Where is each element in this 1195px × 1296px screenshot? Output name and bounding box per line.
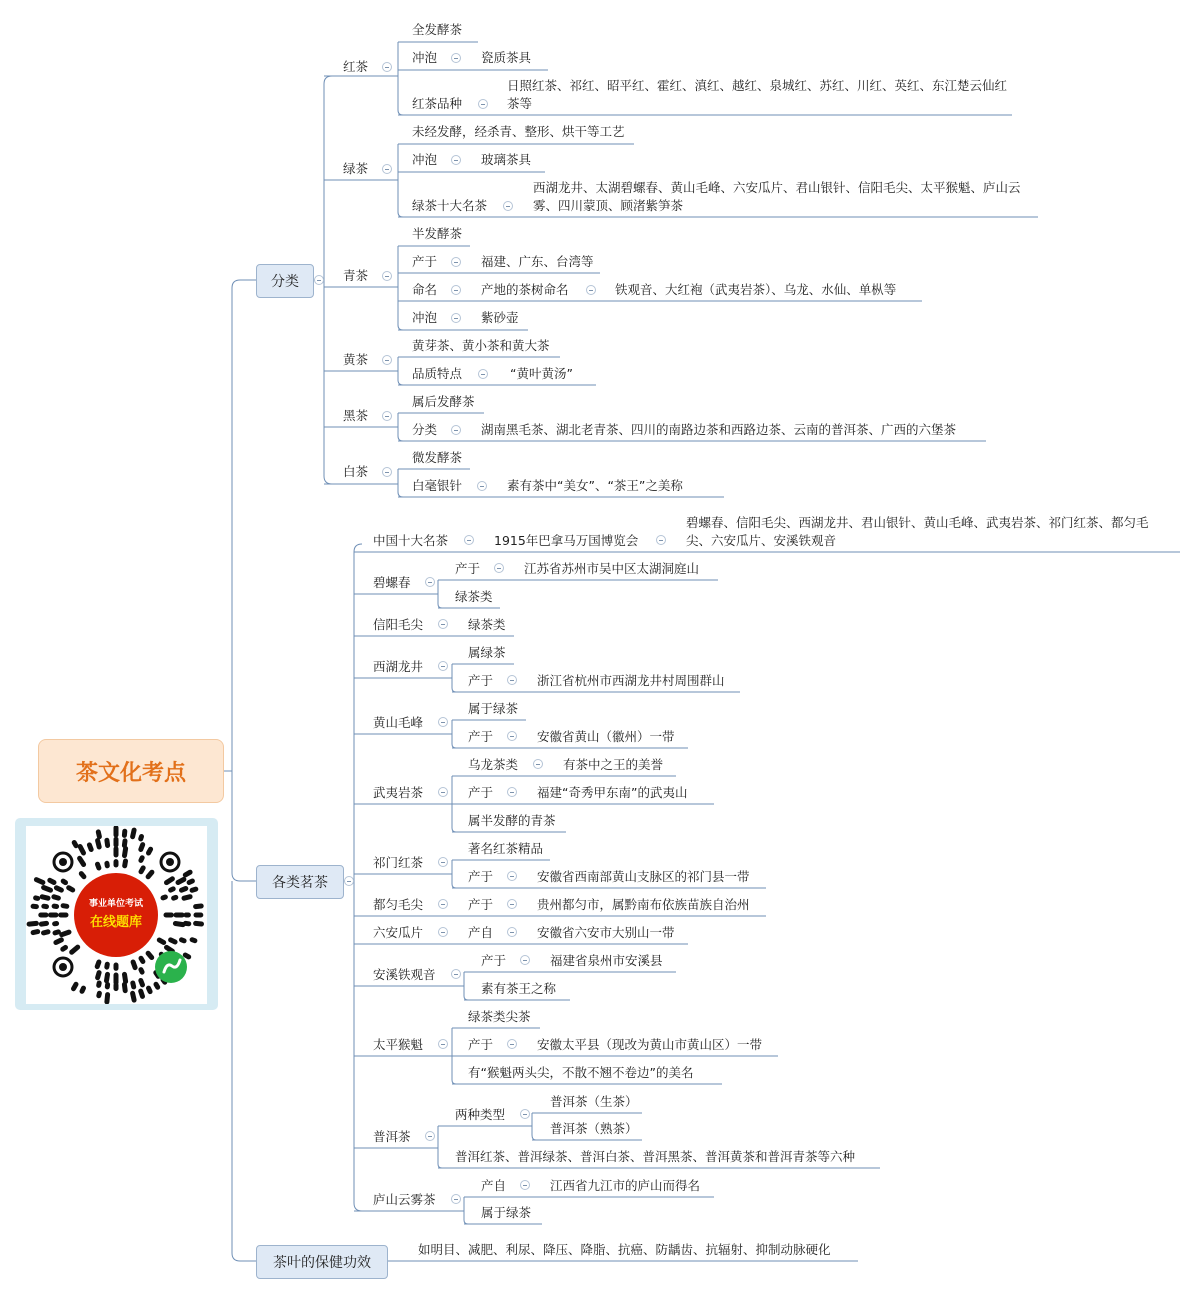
collapse-icon[interactable]	[507, 871, 517, 881]
qr-stroke	[148, 953, 152, 957]
node-biluochun-type[interactable]: 绿茶类	[455, 589, 493, 604]
collapse-icon[interactable]	[382, 411, 392, 421]
node-green-tea-brew[interactable]: 冲泡	[412, 152, 438, 167]
node-oolong-naming-value[interactable]: 产地的茶树命名	[481, 282, 569, 297]
node-puer[interactable]: 普洱茶	[373, 1129, 411, 1144]
qr-stroke	[171, 940, 176, 942]
qr-stroke	[125, 861, 126, 866]
qr-stroke	[63, 906, 67, 907]
node-green-tea-brew-value[interactable]: 玻璃茶具	[481, 152, 532, 167]
qr-stroke	[178, 879, 184, 882]
node-green-tea-process[interactable]: 未经发酵，经杀青、整形、烘干等工艺	[412, 124, 625, 139]
node-white-tea[interactable]: 白茶	[343, 464, 369, 479]
node-black-tea-fermentation[interactable]: 全发酵茶	[412, 22, 463, 37]
collapse-icon[interactable]	[494, 563, 504, 573]
node-xinyang[interactable]: 信阳毛尖	[373, 617, 424, 632]
node-green-tea-top10-value[interactable]: 西湖龙井、太湖碧螺春、黄山毛峰、六安瓜片、君山银针、信阳毛尖、太平猴魁、庐山云雾、四川蒙顶、顾渚紫笋茶	[533, 180, 1021, 213]
node-lushan[interactable]: 庐山云雾茶	[373, 1192, 436, 1207]
node-black-tea-brew-value[interactable]: 瓷质茶具	[481, 50, 532, 65]
collapse-icon[interactable]	[425, 1131, 435, 1141]
node-puer-ripe[interactable]: 普洱茶（熟茶）	[550, 1121, 638, 1136]
qr-stroke	[167, 879, 173, 883]
node-biluochun-origin[interactable]: 产于	[455, 561, 481, 576]
node-keemun-fame[interactable]: 著名红茶精品	[468, 841, 544, 856]
collapse-icon[interactable]	[382, 62, 392, 72]
node-yellow-quality-value[interactable]: “黄叶黄汤”	[510, 366, 573, 381]
qr-stroke	[141, 837, 142, 839]
qr-stroke	[72, 947, 78, 952]
branch-classification[interactable]: 分类	[256, 264, 314, 298]
node-yellow-types[interactable]: 黄芽茶、黄小茶和黄大茶	[412, 338, 550, 353]
qr-stroke	[98, 864, 99, 868]
root-topic[interactable]: 茶文化考点	[38, 739, 224, 803]
node-top10-teas[interactable]: 中国十大名茶	[373, 533, 449, 548]
node-wuyi-type-value[interactable]: 有茶中之王的美誉	[563, 757, 664, 772]
qr-stroke	[50, 880, 54, 882]
qr-stroke	[125, 849, 126, 856]
qr-stroke	[133, 830, 135, 837]
node-black-tea-varieties[interactable]: 红茶品种	[412, 96, 463, 111]
node-houkui[interactable]: 太平猴魁	[373, 1037, 424, 1052]
qr-stroke	[33, 932, 38, 933]
node-houkui-origin-value[interactable]: 安徽太平县（现改为黄山市黄山区）一带	[537, 1037, 763, 1052]
qr-stroke	[56, 940, 62, 943]
collapse-icon[interactable]	[438, 927, 448, 937]
qr-stroke	[63, 947, 66, 949]
qr-stroke	[62, 932, 69, 935]
qr-stroke	[171, 889, 174, 890]
collapse-icon[interactable]	[464, 535, 474, 545]
collapse-icon[interactable]	[507, 927, 517, 937]
qr-stroke	[124, 841, 125, 846]
collapse-icon[interactable]	[451, 53, 461, 63]
qr-stroke	[185, 872, 190, 875]
collapse-icon[interactable]	[451, 969, 461, 979]
qr-stroke	[99, 983, 100, 985]
qr-stroke	[44, 888, 51, 891]
node-biluochun[interactable]: 碧螺春	[373, 575, 411, 590]
node-lushan-origin[interactable]: 产自	[481, 1178, 507, 1193]
qr-stroke	[133, 993, 135, 1000]
collapse-icon[interactable]	[382, 467, 392, 477]
qr-stroke	[133, 962, 135, 968]
collapse-icon[interactable]	[451, 285, 461, 295]
qr-stroke	[54, 897, 59, 898]
mini-program-code[interactable]	[26, 826, 207, 1004]
qr-stroke	[98, 973, 100, 978]
qr-badge-line2: 在线题库	[89, 914, 143, 929]
qr-stroke	[36, 898, 38, 899]
node-luan[interactable]: 六安瓜片	[373, 925, 424, 940]
node-black-tea[interactable]: 红茶	[343, 59, 369, 74]
qr-stroke	[133, 983, 134, 987]
collapse-icon[interactable]	[507, 1039, 517, 1049]
node-longjing[interactable]: 西湖龙井	[373, 659, 424, 674]
qr-stroke	[29, 923, 36, 924]
collapse-icon[interactable]	[520, 955, 530, 965]
qr-stroke	[42, 897, 48, 898]
node-white-fermentation[interactable]: 微发酵茶	[412, 450, 463, 465]
node-maofeng-type[interactable]: 属于绿茶	[468, 701, 519, 716]
qr-stroke	[167, 947, 173, 951]
node-black-tea-varieties-value[interactable]: 日照红茶、祁红、昭平红、霍红、滇红、越红、泉城红、苏红、川红、英红、东江楚云仙红茶等	[507, 78, 1008, 111]
node-longjing-origin-value[interactable]: 浙江省杭州市西湖龙井村周围群山	[537, 673, 725, 688]
node-houkui-fame[interactable]: 有“猴魁两头尖，不散不翘不卷边”的美名	[468, 1065, 694, 1080]
qr-stroke	[107, 964, 108, 967]
qr-stroke	[107, 840, 108, 845]
collapse-icon[interactable]	[451, 257, 461, 267]
qr-stroke	[163, 897, 165, 898]
collapse-icon[interactable]	[438, 857, 448, 867]
node-tieguanyin[interactable]: 安溪铁观音	[373, 967, 436, 982]
node-dark-class[interactable]: 分类	[412, 422, 438, 437]
collapse-icon[interactable]	[503, 201, 513, 211]
node-longjing-type[interactable]: 属绿茶	[468, 645, 506, 660]
node-longjing-origin[interactable]: 产于	[468, 673, 494, 688]
node-white-needle[interactable]: 白毫银针	[412, 478, 463, 493]
node-lushan-origin-value[interactable]: 江西省九江市的庐山而得名	[550, 1178, 701, 1193]
collapse-icon[interactable]	[438, 661, 448, 671]
node-dark-class-value[interactable]: 湖南黑毛茶、湖北老青茶、四川的南路边茶和西路边茶、云南的普洱茶、广西的六堡茶	[481, 422, 957, 437]
qr-stroke	[159, 940, 163, 943]
node-maofeng-origin-value[interactable]: 安徽省黄山（徽州）一带	[537, 729, 675, 744]
node-wuyi[interactable]: 武夷岩茶	[373, 785, 424, 800]
collapse-icon[interactable]	[314, 275, 324, 285]
node-oolong-brew-value[interactable]: 紫砂壶	[481, 310, 519, 325]
node-oolong-naming[interactable]: 命名	[412, 282, 438, 297]
qr-stroke	[80, 847, 83, 854]
node-white-needle-value[interactable]: 素有茶中“美女”、“茶王”之美称	[507, 478, 683, 493]
node-luan-origin[interactable]: 产自	[468, 925, 494, 940]
node-maofeng[interactable]: 黄山毛峰	[373, 715, 424, 730]
qr-stroke	[141, 981, 143, 985]
qr-stroke	[141, 958, 143, 961]
qr-stroke	[63, 881, 65, 883]
qr-stroke	[74, 984, 77, 988]
qr-stroke	[69, 888, 73, 890]
node-top10-expo[interactable]: 1915年巴拿马万国博览会	[494, 533, 639, 548]
node-green-tea-top10[interactable]: 绿茶十大名茶	[412, 198, 488, 213]
collapse-icon[interactable]	[451, 155, 461, 165]
node-oolong-tea[interactable]: 青茶	[343, 268, 369, 283]
node-biluochun-origin-value[interactable]: 江苏省苏州市吴中区太湖洞庭山	[524, 561, 700, 576]
collapse-icon[interactable]	[451, 425, 461, 435]
collapse-icon[interactable]	[438, 1039, 448, 1049]
node-tieguanyin-origin[interactable]: 产于	[481, 953, 507, 968]
qr-stroke	[56, 888, 61, 890]
qr-stroke	[192, 889, 196, 890]
node-houkui-type[interactable]: 绿茶类尖茶	[468, 1009, 531, 1024]
node-top10-list[interactable]: 碧螺春、信阳毛尖、西湖龙井、君山银针、黄山毛峰、武夷岩茶、祁门红茶、都匀毛尖、六安瓜片、安溪铁观音	[686, 515, 1149, 548]
node-black-tea-brew[interactable]: 冲泡	[412, 50, 438, 65]
node-yellow-quality[interactable]: 品质特点	[412, 366, 463, 381]
node-dark-fermentation[interactable]: 属后发酵茶	[412, 394, 475, 409]
node-lushan-type[interactable]: 属于绿茶	[481, 1205, 532, 1220]
qr-stroke	[141, 868, 143, 872]
qr-stroke	[185, 955, 188, 957]
qr-stroke	[107, 974, 108, 980]
qr-stroke	[156, 984, 158, 987]
collapse-icon[interactable]	[507, 675, 517, 685]
qr-stroke	[196, 906, 202, 907]
collapse-icon[interactable]	[586, 285, 596, 295]
node-wuyi-origin[interactable]: 产于	[468, 785, 494, 800]
node-duyun-origin[interactable]: 产于	[468, 897, 494, 912]
qr-stroke	[148, 872, 152, 877]
qr-stroke	[44, 932, 49, 933]
qr-stroke	[182, 889, 186, 891]
node-maofeng-origin[interactable]: 产于	[468, 729, 494, 744]
collapse-icon[interactable]	[478, 99, 488, 109]
node-keemun[interactable]: 祁门红茶	[373, 855, 424, 870]
qr-stroke	[149, 849, 151, 853]
node-yellow-tea[interactable]: 黄茶	[343, 352, 369, 367]
collapse-icon[interactable]	[438, 787, 448, 797]
qr-stroke	[98, 832, 99, 837]
collapse-icon[interactable]	[382, 164, 392, 174]
node-wuyi-origin-value[interactable]: 福建“奇秀甲东南”的武夷山	[537, 785, 688, 800]
collapse-icon[interactable]	[438, 899, 448, 909]
qr-stroke	[182, 940, 185, 941]
node-dark-tea[interactable]: 黑茶	[343, 408, 369, 423]
collapse-icon[interactable]	[507, 787, 517, 797]
qr-stroke	[184, 897, 190, 899]
node-houkui-origin[interactable]: 产于	[468, 1037, 494, 1052]
qr-stroke	[107, 995, 108, 1002]
qr-badge-line1: 事业单位考试	[88, 898, 144, 908]
collapse-icon[interactable]	[656, 535, 666, 545]
collapse-icon[interactable]	[438, 717, 448, 727]
node-oolong-origin-value[interactable]: 福建、广东、台湾等	[481, 254, 594, 269]
collapse-icon[interactable]	[344, 876, 354, 886]
collapse-icon[interactable]	[507, 731, 517, 741]
node-duyun[interactable]: 都匀毛尖	[373, 897, 424, 912]
collapse-icon[interactable]	[382, 355, 392, 365]
node-oolong-origin[interactable]: 产于	[412, 254, 438, 269]
qr-stroke	[41, 923, 46, 924]
qr-stroke	[80, 858, 84, 864]
qr-stroke	[89, 845, 91, 850]
node-tieguanyin-fame[interactable]: 素有茶王之称	[481, 981, 557, 996]
collapse-icon[interactable]	[438, 619, 448, 629]
collapse-icon[interactable]	[382, 271, 392, 281]
collapse-icon[interactable]	[477, 481, 487, 491]
qr-stroke	[192, 940, 195, 941]
node-oolong-fermentation[interactable]: 半发酵茶	[412, 226, 463, 241]
node-wuyi-type[interactable]: 乌龙茶类	[468, 757, 519, 772]
qr-stroke	[98, 841, 100, 848]
collapse-icon[interactable]	[451, 313, 461, 323]
qr-stroke	[175, 924, 183, 925]
node-oolong-brew[interactable]: 冲泡	[412, 310, 438, 325]
qr-stroke	[55, 932, 58, 933]
node-green-tea[interactable]: 绿茶	[343, 161, 369, 176]
qr-stroke	[189, 881, 192, 883]
node-oolong-naming-examples[interactable]: 铁观音、大红袍（武夷岩茶）、乌龙、水仙、单枞等	[615, 282, 897, 297]
node-keemun-origin-value[interactable]: 安徽省西南部黄山支脉区的祁门县一带	[537, 869, 750, 884]
qr-stroke	[141, 845, 143, 850]
qr-stroke	[99, 993, 100, 995]
branch-health-benefits[interactable]: 茶叶的保健功效	[256, 1245, 388, 1279]
qr-stroke	[174, 897, 176, 898]
qr-stroke	[36, 880, 43, 883]
node-duyun-origin-value[interactable]: 贵州都匀市，属黔南布依族苗族自治州	[537, 897, 750, 912]
qr-stroke	[141, 970, 142, 973]
collapse-icon[interactable]	[451, 1194, 461, 1204]
node-luan-origin-value[interactable]: 安徽省六安市大别山一带	[537, 925, 675, 940]
qr-stroke	[124, 985, 125, 991]
qr-stroke	[82, 988, 84, 991]
qr-stroke	[149, 988, 151, 992]
node-tieguanyin-origin-value[interactable]: 福建省泉州市安溪县	[550, 953, 663, 968]
collapse-icon[interactable]	[533, 759, 543, 769]
collapse-icon[interactable]	[520, 1180, 530, 1190]
node-puer-raw[interactable]: 普洱茶（生茶）	[550, 1094, 638, 1109]
qr-stroke	[141, 991, 143, 996]
branch-famous-teas[interactable]: 各类茗茶	[256, 865, 344, 899]
qr-stroke	[141, 858, 142, 861]
collapse-icon[interactable]	[425, 577, 435, 587]
node-health-value[interactable]: 如明目、减肥、利尿、降压、降脂、抗癌、防龋齿、抗辐射、抑制动脉硬化	[418, 1242, 831, 1257]
qr-stroke	[97, 962, 99, 967]
collapse-icon[interactable]	[507, 899, 517, 909]
node-puer-six[interactable]: 普洱红茶、普洱绿茶、普洱白茶、普洱黑茶、普洱黄茶和普洱青茶等六种	[455, 1149, 856, 1164]
node-wuyi-fermentation[interactable]: 属半发酵的青茶	[468, 813, 556, 828]
qr-stroke	[196, 923, 202, 924]
node-puer-kinds[interactable]: 两种类型	[455, 1107, 506, 1122]
collapse-icon[interactable]	[520, 1109, 530, 1119]
node-xinyang-type[interactable]: 绿茶类	[468, 617, 506, 632]
qr-stroke	[125, 974, 126, 981]
collapse-icon[interactable]	[478, 369, 488, 379]
qr-stroke	[74, 843, 76, 846]
qr-stroke	[81, 874, 84, 877]
node-keemun-origin[interactable]: 产于	[468, 869, 494, 884]
